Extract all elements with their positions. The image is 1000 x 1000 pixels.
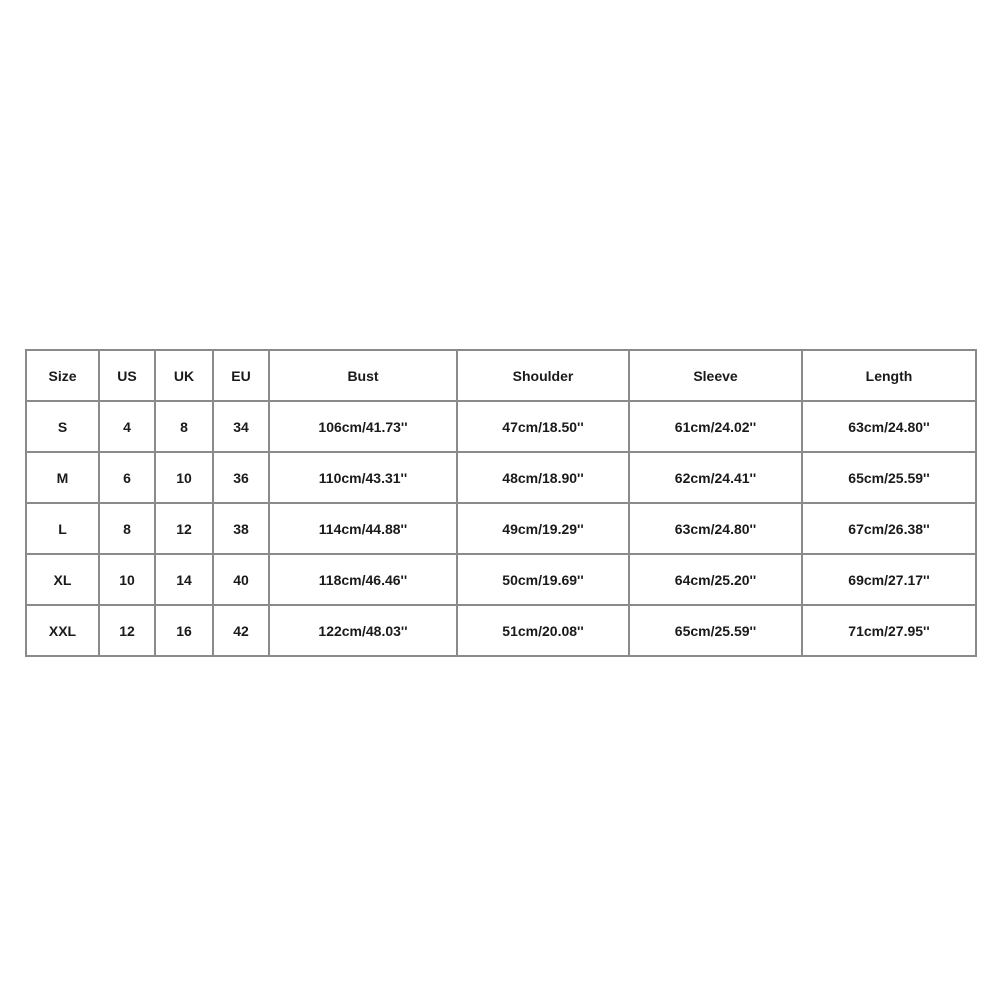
header-sleeve: Sleeve [629,350,802,401]
cell-bust: 118cm/46.46'' [269,554,457,605]
header-us: US [99,350,155,401]
cell-size: L [26,503,99,554]
header-size: Size [26,350,99,401]
cell-us: 6 [99,452,155,503]
header-shoulder: Shoulder [457,350,629,401]
cell-shoulder: 47cm/18.50'' [457,401,629,452]
cell-uk: 10 [155,452,213,503]
header-row [26,350,976,401]
cell-eu: 34 [213,401,269,452]
cell-shoulder: 51cm/20.08'' [457,605,629,656]
cell-uk: 16 [155,605,213,656]
cell-eu: 42 [213,605,269,656]
cell-shoulder: 48cm/18.90'' [457,452,629,503]
table-row [26,554,976,605]
cell-bust: 106cm/41.73'' [269,401,457,452]
cell-uk: 8 [155,401,213,452]
header-bust: Bust [269,350,457,401]
cell-us: 8 [99,503,155,554]
table-row [26,452,976,503]
cell-length: 71cm/27.95'' [802,605,976,656]
cell-uk: 14 [155,554,213,605]
cell-length: 67cm/26.38'' [802,503,976,554]
table-row [26,401,976,452]
cell-length: 69cm/27.17'' [802,554,976,605]
cell-size: XXL [26,605,99,656]
cell-size: S [26,401,99,452]
size-chart-table [25,349,977,657]
cell-bust: 114cm/44.88'' [269,503,457,554]
header-eu: EU [213,350,269,401]
table-row [26,605,976,656]
cell-sleeve: 62cm/24.41'' [629,452,802,503]
header-uk: UK [155,350,213,401]
cell-sleeve: 65cm/25.59'' [629,605,802,656]
cell-length: 63cm/24.80'' [802,401,976,452]
cell-us: 12 [99,605,155,656]
cell-sleeve: 61cm/24.02'' [629,401,802,452]
cell-size: M [26,452,99,503]
cell-sleeve: 63cm/24.80'' [629,503,802,554]
cell-shoulder: 50cm/19.69'' [457,554,629,605]
cell-shoulder: 49cm/19.29'' [457,503,629,554]
table-row [26,503,976,554]
cell-sleeve: 64cm/25.20'' [629,554,802,605]
cell-bust: 122cm/48.03'' [269,605,457,656]
cell-eu: 40 [213,554,269,605]
cell-eu: 36 [213,452,269,503]
cell-eu: 38 [213,503,269,554]
cell-length: 65cm/25.59'' [802,452,976,503]
cell-bust: 110cm/43.31'' [269,452,457,503]
cell-size: XL [26,554,99,605]
cell-us: 4 [99,401,155,452]
cell-us: 10 [99,554,155,605]
cell-uk: 12 [155,503,213,554]
header-length: Length [802,350,976,401]
